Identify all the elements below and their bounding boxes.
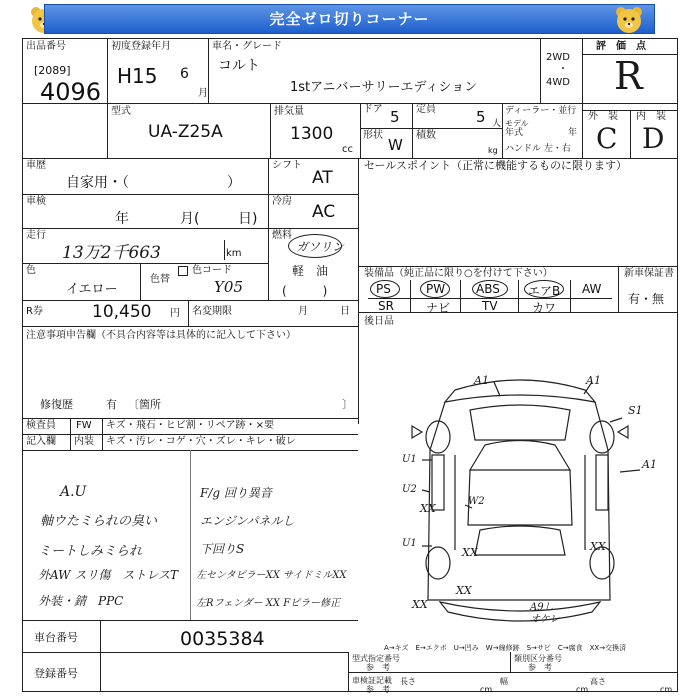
doors: 5 <box>390 108 400 126</box>
model-code: UA-Z25A <box>148 122 223 142</box>
note-right-3: 下回りS <box>200 542 245 556</box>
load-label: 積数 <box>416 130 436 141</box>
interior-items: キズ・汚レ・コゲ・穴・ズレ・キレ・破レ <box>106 436 296 447</box>
model-year-label: モデル <box>505 119 529 128</box>
color-change-label: 色替 <box>150 274 170 285</box>
height-unit: cm <box>660 685 673 694</box>
class-number-label: 類別区分番号 <box>514 654 562 663</box>
warranty-label: 新車保証書 <box>624 268 674 279</box>
mark-xx-1: XX <box>420 502 436 515</box>
lot-number: 4096 <box>40 78 102 106</box>
length-unit: cm <box>480 685 493 694</box>
mark-u1-upper: U1 <box>402 454 417 465</box>
rear-items-label: 後日品 <box>364 316 394 327</box>
sales-point-label: セールスポイント（正常に機能するものに限ります） <box>364 159 628 172</box>
width-label: 幅 <box>500 677 508 686</box>
mark-xx-4: XX <box>412 598 428 611</box>
mark-xx-3: XX <box>456 584 472 597</box>
note-left-5: 外装・錆 PPC <box>38 594 124 608</box>
air-conditioning-label: 冷房 <box>272 196 292 207</box>
air-conditioning: AC <box>312 202 336 222</box>
equip-pw-circle <box>420 280 450 298</box>
mark-u2: U2 <box>402 484 417 495</box>
note-left-2: 軸ウたミられの臭い <box>40 514 158 529</box>
chassis-number: 0035384 <box>180 628 265 650</box>
fuel-diesel: 軽 油 <box>292 264 329 278</box>
mark-a1-right: A1 <box>642 458 657 471</box>
width-unit: cm <box>576 685 589 694</box>
name-change-deadline-label: 名変期限 <box>192 306 232 317</box>
height-label: 高さ <box>590 677 606 686</box>
name-change-day: 日 <box>340 306 350 317</box>
repair-location-bracket: 〔箇所 <box>128 398 161 411</box>
capacity-label: 定員 <box>416 104 436 115</box>
registration-month-unit: 月 <box>198 88 208 99</box>
equip-navi: ナビ <box>426 301 451 315</box>
note-left-1: A.U <box>60 484 87 500</box>
entry-field-label: 記入欄 <box>26 436 56 447</box>
repair-history-label: 修復歴 <box>40 398 73 411</box>
year-unit: 年 <box>568 128 578 138</box>
interior-row-label: 内装 <box>74 436 94 447</box>
year-label: 年式 <box>505 128 524 138</box>
inspection-year-unit: 年 <box>115 211 129 227</box>
equip-aw: AW <box>582 282 602 296</box>
equip-airbag: エアB <box>528 284 561 298</box>
body-color: イエロー <box>66 282 118 297</box>
color-change-checkbox[interactable] <box>178 266 188 276</box>
color-code: Y05 <box>214 278 243 296</box>
evaluation-score-label: 評 価 点 <box>596 41 646 52</box>
equip-pw: PW <box>426 282 446 296</box>
recycle-ticket-label: R券 <box>26 306 43 317</box>
repair-history-value: 有 <box>106 398 117 411</box>
shift-label: シフト <box>272 160 302 171</box>
mileage: 13万2千663 <box>62 243 161 263</box>
inspection-day-unit: 日) <box>238 211 258 227</box>
mileage-label: 走行 <box>26 230 46 241</box>
color-code-label: 色コード <box>192 265 232 276</box>
fw-items: キズ・飛石・ヒビ割・リペア跡・×要 <box>106 420 274 431</box>
type-cert-label: 型式指定番号 <box>352 654 400 663</box>
exterior-label: 外 装 <box>588 111 618 122</box>
interior-label: 内 装 <box>636 111 666 122</box>
mark-u1-lower: U1 <box>402 538 417 549</box>
drive-4wd: 4WD <box>546 77 570 88</box>
transmission: AT <box>312 168 333 188</box>
load-unit: kg <box>488 146 498 155</box>
type-cert-ref: 参 考 <box>366 663 390 672</box>
inspection-label: 車検 <box>26 196 46 207</box>
displacement: 1300 <box>290 124 334 144</box>
mark-w2: W2 <box>468 496 485 507</box>
warranty-value: 有・無 <box>628 292 665 306</box>
exterior-grade: C <box>596 122 618 155</box>
equip-ps: PS <box>376 282 391 296</box>
model-label: 型式 <box>111 106 131 117</box>
page-title: 完全ゼロ切りコーナー <box>269 10 430 28</box>
registration-plate-label: 登録番号 <box>34 667 78 680</box>
fw-label: FW <box>76 420 92 431</box>
steering-label: ハンドル 左・右 <box>505 144 571 154</box>
note-right-2: エンジンパネルし <box>200 514 295 528</box>
doors-label: ドア <box>363 104 383 115</box>
note-right-5: 左Rフェンダー XX Fピラー修正 <box>196 598 341 609</box>
equip-leather: カワ <box>532 301 557 315</box>
note-left-4: 外AW スリ傷 ストレスT <box>38 568 178 582</box>
car-name: コルト <box>218 58 260 74</box>
displacement-label: 排気量 <box>274 106 304 117</box>
dealer-label: ディーラー・並行 <box>505 106 577 116</box>
note-right-4: 左センタピラーXX サイドミルXX <box>196 570 347 581</box>
equip-ps-circle <box>370 280 400 298</box>
name-change-month: 月 <box>298 306 308 317</box>
repair-location-close: 〕 <box>342 398 353 411</box>
evaluation-score: R <box>614 54 643 98</box>
capacity: 5 <box>476 108 486 126</box>
mark-a1-front-left: A1 <box>474 374 489 387</box>
first-registration-label: 初度登録年月 <box>111 41 171 52</box>
drive-2wd: 2WD <box>546 52 570 63</box>
equip-tv: TV <box>482 299 498 313</box>
equip-airbag-circle <box>524 280 564 298</box>
car-name-grade-label: 車名・グレード <box>212 41 282 52</box>
inspection-month-unit: 月( <box>180 211 200 227</box>
interior-grade: D <box>642 122 665 155</box>
body-shape: W <box>388 136 403 154</box>
vehicle-history: 自家用・（ ） <box>66 175 241 191</box>
equipment-label: 装備品（純正品に限り○を付けて下さい） <box>364 268 553 279</box>
history-label: 車歴 <box>26 160 46 171</box>
mark-a1-front-right: A1 <box>586 374 601 387</box>
lot-small-number: [2089] <box>34 64 71 77</box>
fuel-label: 燃料 <box>272 230 292 241</box>
drive-separator: ・ <box>558 64 568 75</box>
lot-number-label: 出品番号 <box>26 41 66 52</box>
notes-label: 注意事項申告欄（不具合内容等は具体的に記入して下さい） <box>26 330 296 341</box>
shape-label: 形状 <box>363 130 383 141</box>
mark-s1: S1 <box>628 404 643 417</box>
dimensions-ref: 参 考 <box>366 685 390 694</box>
mark-xx-2: XX <box>462 546 478 559</box>
registration-month: 6 <box>180 66 189 82</box>
note-right-1: F/g 回り異音 <box>200 486 272 500</box>
damage-legend: A→キズ E→エクボ U→凹み W→線修跡 S→サビ C→腐食 XX→交換済 <box>384 644 627 652</box>
recycle-amount: 10,450 <box>92 302 152 322</box>
registration-year: H15 <box>117 64 158 88</box>
fuel-gasoline: ガソリン <box>296 240 345 254</box>
header-banner <box>44 4 655 34</box>
equip-sr: SR <box>378 299 394 313</box>
equip-abs: ABS <box>476 282 500 296</box>
dimensions-label: 車検証記載 <box>352 676 392 685</box>
note-left-3: ミートしみミられ <box>38 544 143 559</box>
mark-xx-5: XX <box>590 540 606 553</box>
diagram-note: A9し オケレ <box>530 602 560 625</box>
mileage-unit: km <box>226 248 242 259</box>
recycle-unit: 円 <box>170 308 180 319</box>
inspector-label: 検査員 <box>26 420 56 431</box>
car-grade: 1stアニバーサリーエディション <box>290 80 478 95</box>
displacement-unit: cc <box>342 144 353 155</box>
chassis-number-label: 車台番号 <box>34 631 78 644</box>
capacity-unit: 人 <box>492 119 502 129</box>
bear-mascot-right-icon <box>615 6 643 34</box>
length-label: 長さ <box>400 677 416 686</box>
equip-abs-circle <box>472 280 508 298</box>
color-label: 色 <box>26 265 36 276</box>
fuel-blank: ( ) <box>282 284 328 298</box>
class-number-ref: 参 考 <box>528 663 552 672</box>
